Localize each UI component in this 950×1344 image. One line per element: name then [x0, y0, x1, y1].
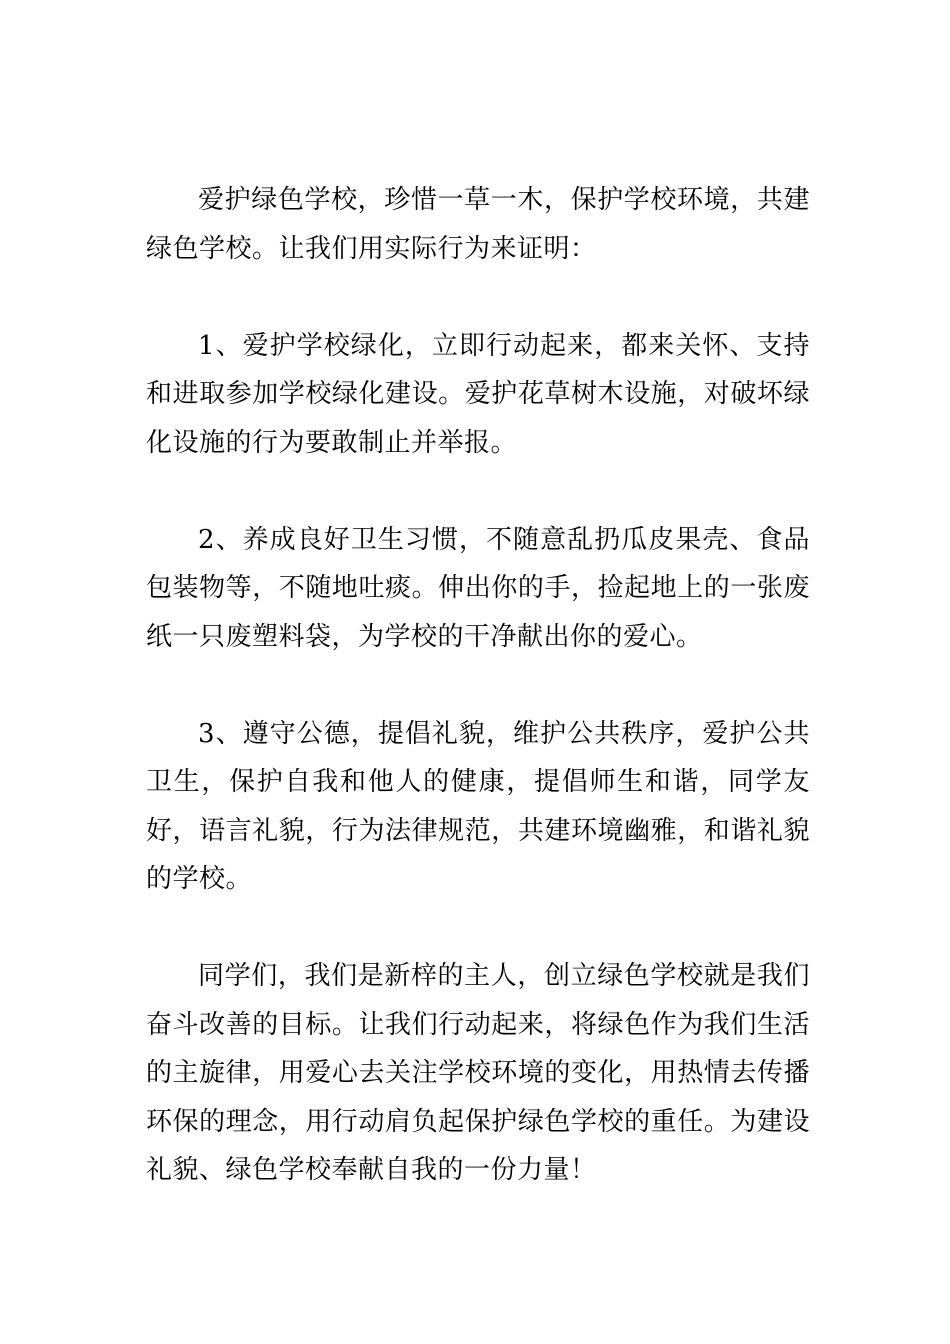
paragraph-item-2: 2、养成良好卫生习惯，不随意乱扔瓜皮果壳、食品包装物等，不随地吐痰。伸出你的手，捡起地上的一张废纸一只废塑料袋，为学校的干净献出你的爱心。 — [146, 524, 810, 652]
paragraph-item-1: 1、爱护学校绿化，立即行动起来，都来关怀、支持和进取参加学校绿化建设。爱护花草树木设施，对破坏绿化设施的行为要敢制止并举报。 — [146, 330, 810, 458]
paragraph-intro: 爱护绿色学校，珍惜一草一木，保护学校环境，共建绿色学校。让我们用实际行为来证明： — [146, 185, 810, 264]
document-body — [146, 176, 810, 1195]
paragraph-item-3: 3、遵守公德，提倡礼貌，维护公共秩序，爱护公共卫生，保护自我和他人的健康，提倡师生和谐，同学友好，语言礼貌，行为法律规范，共建环境幽雅，和谐礼貌的学校。 — [146, 718, 810, 894]
paragraph-closing: 同学们，我们是新梓的主人，创立绿色学校就是我们奋斗改善的目标。让我们行动起来，将绿色作为我们生活的主旋律，用爱心去关注学校环境的变化，用热情去传播环保的理念，用行动肩负起保护绿色学校的重任。为建设礼貌、绿色学校奉献自我的一份力量！ — [146, 961, 810, 1185]
